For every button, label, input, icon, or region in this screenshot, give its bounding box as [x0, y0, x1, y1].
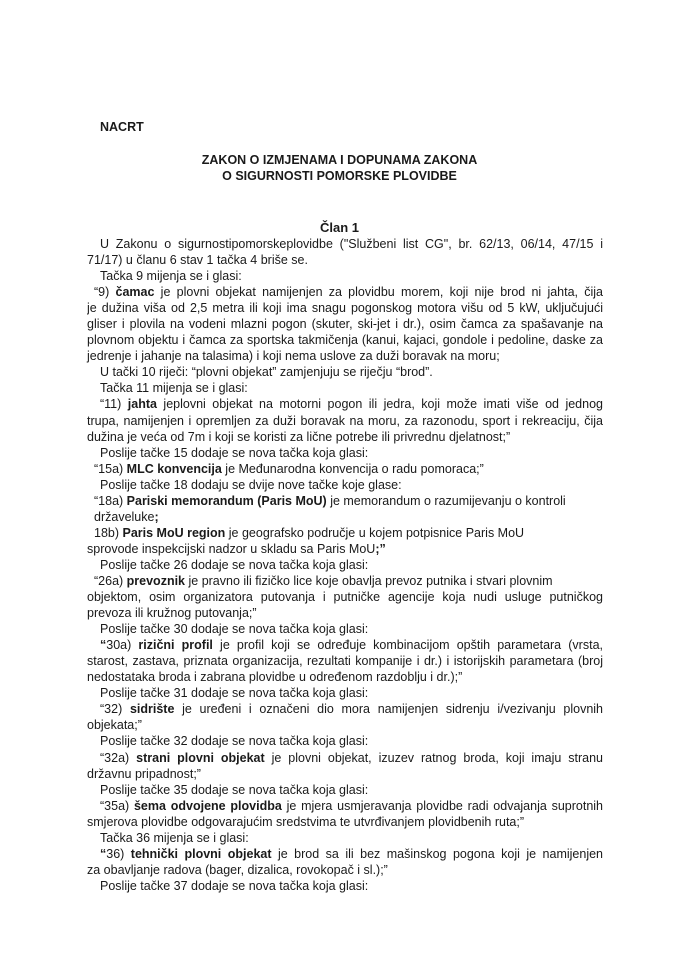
text-segment: Poslije tačke 30 dodaje se nova tačka koja glasi: — [100, 622, 369, 637]
text-segment: Poslije tačke 18 dodaju se dvije nove tačke koje glase: — [100, 477, 402, 492]
text-line — [87, 541, 603, 557]
text-segment: sprovode inspekcijski nadzor u skladu sa Paris MoU — [87, 541, 376, 556]
text-segment: U tački 10 riječi: “plovni objekat” zamjenjuju se riječju “brod”. — [100, 365, 433, 380]
text-segment: gliser i plovila na vodeni mlazni pogon (skuter, ski-jet i dr.), osim čamca za spašavanje na — [87, 317, 603, 332]
text-segment: objektom, osim organizatora putovanja i putničke agencije koja nudi usluge putničkog — [87, 590, 603, 605]
text-segment: Poslije tačke 37 dodaje se nova tačka koja glasi: — [100, 878, 369, 893]
text-line — [87, 316, 603, 332]
text-segment: “18a) — [94, 493, 127, 508]
text-line — [87, 364, 603, 380]
bold-term: tehnički plovni objekat — [130, 846, 272, 861]
text-line — [87, 268, 603, 284]
text-line — [87, 396, 603, 412]
text-segment: Tačka 11 mijenja se i glasi: — [100, 381, 248, 396]
text-line — [87, 846, 603, 862]
document-body — [87, 236, 603, 894]
text-line — [87, 284, 603, 300]
text-line — [87, 477, 603, 493]
text-line — [87, 701, 603, 717]
bold-term: prevoznik — [126, 573, 186, 588]
bold-term: jahta — [127, 397, 157, 412]
article-heading: Član 1 — [319, 220, 359, 235]
text-segment: 18b) — [94, 525, 123, 540]
text-line — [87, 717, 603, 733]
bold-term: MLC konvencija — [126, 461, 222, 476]
text-segment: “32a) — [100, 750, 137, 765]
text-line — [87, 685, 603, 701]
text-segment: Tačka 9 mijenja se i glasi: — [100, 269, 242, 284]
text-segment: jedrenje i jahanje na talasima) i koji nema uslove za duži boravak na moru; — [87, 349, 500, 364]
text-line — [87, 557, 603, 573]
text-segment: Tačka 36 mijenja se i glasi: — [100, 830, 249, 845]
text-line — [87, 252, 603, 268]
text-line — [87, 814, 603, 830]
title-line: O SIGURNOSTI POMORSKE PLOVIDBE — [222, 169, 457, 183]
text-segment: objekata;” — [87, 718, 142, 733]
text-segment: Poslije tačke 35 dodaje se nova tačka koja glasi: — [100, 782, 369, 797]
text-segment: “15a) — [94, 461, 127, 476]
text-segment: U Zakonu o sigurnostipomorskeplovidbe ("Službeni list CG", br. 62/13, 06/14, 47/15 i — [100, 237, 603, 251]
bold-term: rizični profil — [138, 638, 213, 653]
text-segment: je mjera usmjeravanja plovidbe radi odvajanja suprotnih — [281, 798, 603, 813]
text-line — [87, 589, 603, 605]
text-segment: je pravno ili fizičko lice koje obavlja prevoz putnika i stvari plovnim — [185, 573, 553, 588]
bold-term: “ — [100, 846, 107, 861]
text-segment: je uređeni i označeni dio mora namijenjen sidrenju i/vezivanju plovnih — [174, 702, 603, 717]
text-line — [87, 669, 603, 685]
text-segment: je profil koji se određuje kombinacijom opštih parametara (vrsta, — [212, 638, 603, 653]
text-line — [87, 380, 603, 396]
text-line — [87, 509, 603, 525]
text-segment: dužina je veća od 7m i koji se koristi za lične potrebe ili privrednu djelatnost;” — [87, 429, 511, 444]
text-segment: smjerova plovidbe odgovarajućim sredstvima te utvrđivanjem plovidbenih ruta;” — [87, 814, 525, 829]
text-line — [87, 637, 603, 653]
text-segment: 36) — [106, 846, 131, 861]
text-segment: državeluke — [94, 509, 155, 524]
text-line — [87, 300, 603, 316]
text-line — [87, 332, 603, 348]
text-line — [87, 621, 603, 637]
bold-term: sidrište — [129, 702, 175, 717]
text-segment: je plovni objekat, izuzev ratnog broda, koji imaju stranu — [264, 750, 603, 765]
text-segment: je brod sa ili bez mašinskog pogona koji je namijenjen — [271, 846, 603, 861]
text-line — [87, 878, 603, 894]
text-line — [87, 236, 603, 252]
text-segment: je memorandum o razumijevanju o kontroli — [326, 493, 566, 508]
bold-term: šema odvojene plovidba — [133, 798, 282, 813]
bold-term: “ — [100, 638, 107, 653]
text-line — [87, 461, 603, 477]
text-line — [87, 653, 603, 669]
document-title — [0, 152, 679, 184]
text-line — [87, 525, 603, 541]
bold-term: čamac — [115, 285, 155, 300]
text-line — [87, 348, 603, 364]
text-line — [87, 493, 603, 509]
text-segment: državnu pripadnost;” — [87, 766, 201, 781]
title-line: ZAKON O IZMJENAMA I DOPUNAMA ZAKONA — [201, 153, 478, 167]
text-segment: je Međunarodna konvencija o radu pomoraca;” — [221, 461, 484, 476]
text-segment: “9) — [94, 285, 116, 300]
text-segment: “11) — [100, 397, 128, 412]
text-segment: plovnom objektu i čamca za sportska takmičenja (kanui, kajaci, gondole i pedoline, daske za — [87, 333, 603, 348]
text-segment: 30a) — [106, 638, 139, 653]
text-segment: Poslije tačke 31 dodaje se nova tačka koja glasi: — [100, 686, 369, 701]
text-line — [87, 413, 603, 429]
text-segment: trupa, namijenjen i opremljen za duži boravak na moru, za razonodu, sport i rekreaciju, čija — [87, 413, 603, 428]
bold-term: Pariski memorandum (Paris MoU) — [126, 493, 327, 508]
text-segment: nedostataka broda i zabrana plovidbe u određenom razdoblju i dr.);” — [87, 670, 463, 685]
text-segment: starost, zastava, priznata organizacija, rezultati kompanije i dr.) i istorijskih parametara (broj — [87, 654, 603, 669]
text-segment: “32) — [100, 702, 130, 717]
text-line — [87, 750, 603, 766]
text-segment: za obavljanje radova (bager, dizalica, rovokopač i sl.);” — [87, 862, 388, 877]
text-line — [87, 766, 603, 782]
text-line — [87, 573, 603, 589]
text-segment: je geografsko područje u kojem potpisnice Paris MoU — [225, 525, 525, 540]
text-segment: Poslije tačke 15 dodaje se nova tačka koja glasi: — [100, 445, 369, 460]
text-segment: “35a) — [100, 798, 134, 813]
text-line — [87, 605, 603, 621]
bold-term: ;” — [375, 541, 386, 556]
bold-term: Paris MoU region — [122, 525, 226, 540]
text-line — [87, 445, 603, 461]
text-segment: Poslije tačke 26 dodaje se nova tačka koja glasi: — [100, 557, 369, 572]
text-segment: 71/17) u članu 6 stav 1 tačka 4 briše se. — [87, 253, 308, 268]
text-segment: Poslije tačke 32 dodaje se nova tačka koja glasi: — [100, 734, 369, 749]
text-segment: je plovni objekat namijenjen za plovidbu morem, koji nije brod ni jahta, čija — [154, 285, 603, 300]
bold-term: ; — [154, 509, 159, 524]
text-line — [87, 429, 603, 445]
text-segment: jeplovni objekat na motorni pogon ili jedra, koji može imati više od jednog — [156, 397, 603, 412]
text-line — [87, 782, 603, 798]
text-line — [87, 733, 603, 749]
text-segment: je dužina viša od 2,5 metra ili koji ima snagu pogonskog motora višu od 5 kW, uključujući — [87, 301, 603, 316]
draft-label: NACRT — [100, 120, 144, 134]
bold-term: strani plovni objekat — [136, 750, 265, 765]
text-line — [87, 830, 603, 846]
text-segment: prevoza ili kružnog putovanja;” — [87, 606, 257, 621]
text-line — [87, 798, 603, 814]
text-segment: “26a) — [94, 573, 127, 588]
text-line — [87, 862, 603, 878]
